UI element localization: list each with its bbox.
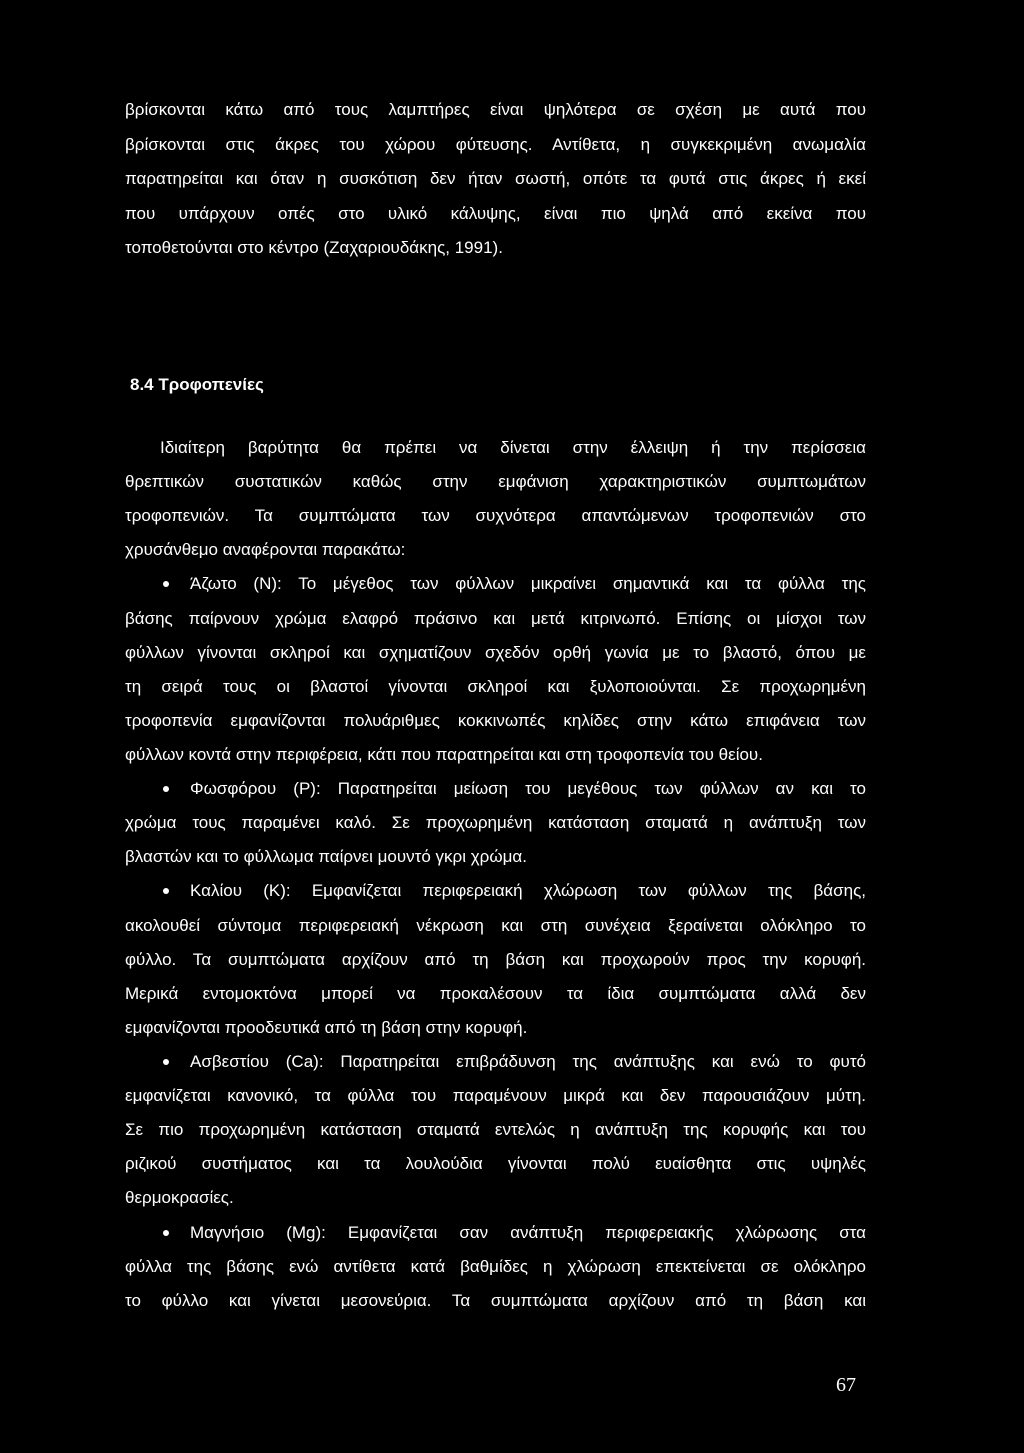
intro-paragraph <box>125 93 866 266</box>
bullet-item-phosphorus <box>125 772 866 874</box>
bullet-line: εμφανίζεται κανονικό, τα φύλλα του παραμένουν μικρά και δεν παρουσιάζουν μύτη. <box>125 1086 866 1106</box>
bullet-line: φύλλων γίνονται σκληροί και σχηματίζουν σχεδόν ορθή γωνία με το βλαστό, όπου με <box>125 642 866 662</box>
bullet-icon <box>163 888 169 894</box>
bullet-line: φύλλο. Τα συμπτώματα αρχίζουν από τη βάση και προχωρούν προς την κορυφή. <box>125 949 866 969</box>
bullet-first-line <box>125 874 866 908</box>
bullet-line: βάσης παίρνουν χρώμα ελαφρό πράσινο και μετά κιτρινωπό. Επίσης οι μίσχοι των <box>125 608 866 628</box>
bullet-item-potassium <box>125 874 866 1045</box>
bullet-line: τροφοπενία εμφανίζονται πολυάριθμες κοκκινωπές κηλίδες στην κάτω επιφάνεια των <box>125 710 866 730</box>
bullet-icon <box>163 786 169 792</box>
bullet-line: βλαστών και το φύλλωμα παίρνει μουντό γκρι χρώμα. <box>125 847 527 867</box>
bullet-line: Σε πιο προχωρημένη κατάσταση σταματά εντελώς η ανάπτυξη της κορυφής και του <box>125 1120 866 1140</box>
bullet-line-text: Καλίου (K): Εμφανίζεται περιφερειακή χλώρωση των φύλλων της βάσης, <box>190 881 866 901</box>
bullet-icon <box>163 581 169 587</box>
section-heading: 8.4 Τροφοπενίες <box>130 375 264 394</box>
bullet-line-text: Ασβεστίου (Ca): Παρατηρείται επιβράδυνση της ανάπτυξης και ενώ το φυτό <box>190 1051 866 1071</box>
bullet-item-magnesium <box>125 1216 866 1318</box>
bullet-line-text: Φωσφόρου (P): Παρατηρείται μείωση του μεγέθους των φύλλων αν και το <box>190 779 866 799</box>
section-body <box>125 431 866 1318</box>
bullet-line: φύλλα της βάσης ενώ αντίθετα κατά βαθμίδες η χλώρωση επεκτείνεται σε ολόκληρο <box>125 1256 866 1276</box>
bullet-first-line <box>125 567 866 601</box>
intro-line: βρίσκονται κάτω από τους λαμπτήρες είναι ψηλότερα σε σχέση με αυτά που <box>125 100 866 119</box>
intro-line: παρατηρείται και όταν η συσκότιση δεν ήταν σωστή, οπότε τα φυτά στις άκρες ή εκεί <box>125 169 866 188</box>
bullet-line: φύλλων κοντά στην περιφέρεια, κάτι που παρατηρείται και στη τροφοπενία του θείου. <box>125 744 763 764</box>
bullet-line-text: Άζωτο (N): Το μέγεθος των φύλλων μικραίνει σημαντικά και τα φύλλα της <box>190 574 866 594</box>
bullet-first-line <box>125 772 866 806</box>
intro-line: που υπάρχουν οπές στο υλικό κάλυψης, είναι πιο ψηλά από εκείνα που <box>125 203 866 223</box>
bullet-first-line <box>125 1216 866 1250</box>
bullet-line: το φύλλο και γίνεται μεσονεύρια. Τα συμπτώματα αρχίζουν από τη βάση και <box>125 1290 866 1310</box>
bullet-line: ακολουθεί σύντομα περιφερειακή νέκρωση και στη συνέχεια ξεραίνεται ολόκληρο το <box>125 915 866 935</box>
paragraph-line: τροφοπενιών. Τα συμπτώματα των συχνότερα απαντώμενων τροφοπενιών στο <box>125 506 866 526</box>
bullet-line: εμφανίζονται προοδευτικά από τη βάση στην κορυφή. <box>125 1017 528 1037</box>
bullet-line: ριζικού συστήματος και τα λουλούδια γίνονται πολύ ευαίσθητα στις υψηλές <box>125 1154 866 1174</box>
bullet-item-calcium <box>125 1045 866 1216</box>
section-paragraph <box>125 431 866 567</box>
bullet-line: χρώμα τους παραμένει καλό. Σε προχωρημένη κατάσταση σταματά η ανάπτυξη των <box>125 813 866 833</box>
page-number: 67 <box>836 1374 856 1396</box>
paragraph-line: θρεπτικών συστατικών καθώς στην εμφάνιση χαρακτηριστικών συμπτωμάτων <box>125 472 866 492</box>
bullet-line: θερμοκρασίες. <box>125 1188 234 1208</box>
bullet-line: Μερικά εντομοκτόνα μπορεί να προκαλέσουν τα ίδια συμπτώματα αλλά δεν <box>125 983 866 1003</box>
paragraph-line: χρυσάνθεμο αναφέρονται παρακάτω: <box>125 540 406 560</box>
bullet-line: τη σειρά τους οι βλαστοί γίνονται σκληροί και ξυλοποιούνται. Σε προχωρημένη <box>125 676 866 696</box>
bullet-first-line <box>125 1045 866 1079</box>
bullet-icon <box>163 1059 169 1065</box>
bullet-icon <box>163 1230 169 1236</box>
bullet-line-text: Μαγνήσιο (Mg): Εμφανίζεται σαν ανάπτυξη περιφερειακής χλώρωσης στα <box>190 1222 866 1242</box>
paragraph-line: Ιδιαίτερη βαρύτητα θα πρέπει να δίνεται στην έλλειψη ή την περίσσεια <box>160 438 866 457</box>
intro-line: τοποθετούνται στο κέντρο (Ζαχαριουδάκης, 1991). <box>125 238 503 257</box>
bullet-item-nitrogen <box>125 567 866 772</box>
intro-line: βρίσκονται στις άκρες του χώρου φύτευσης. Αντίθετα, η συγκεκριμένη ανωμαλία <box>125 134 866 154</box>
